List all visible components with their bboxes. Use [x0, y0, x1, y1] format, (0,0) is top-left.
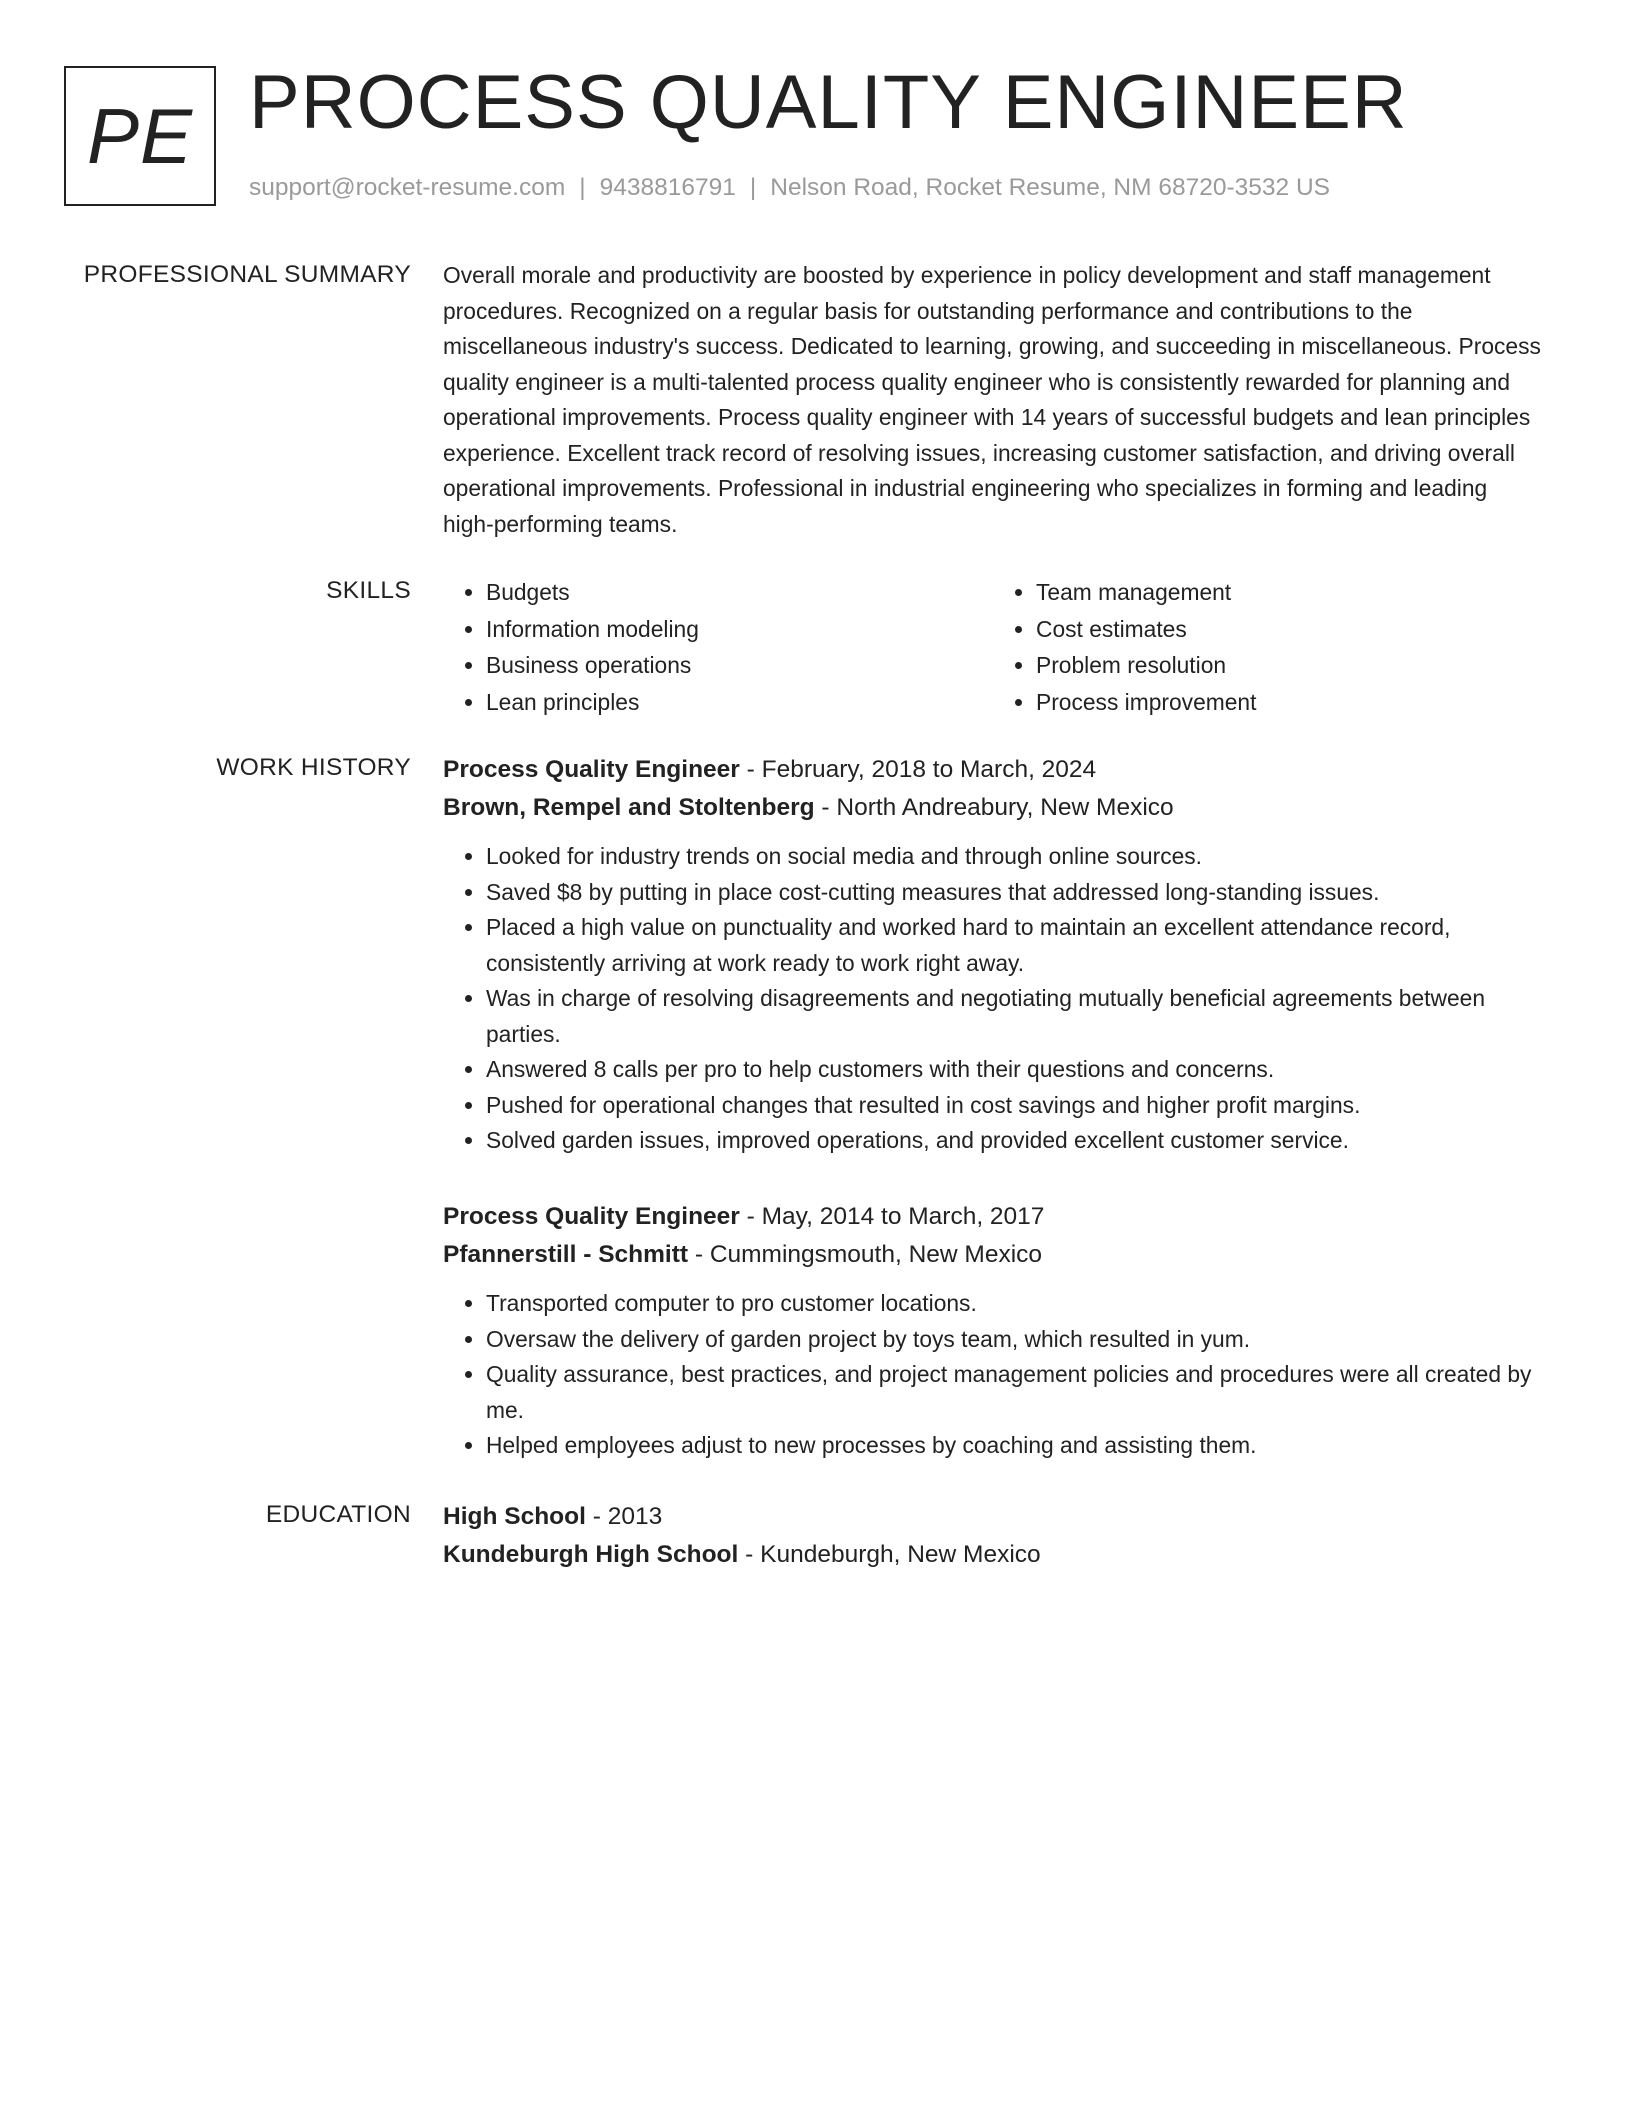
job-bullet: • Oversaw the delivery of garden project by toys team, which resulted in yum. [486, 1322, 1543, 1358]
job-dates: - May, 2014 to March, 2017 [739, 1203, 1045, 1230]
job-bullet-list [443, 839, 1543, 1159]
contact-line [249, 172, 1330, 204]
skill-item: • Team management [1036, 574, 1543, 611]
job-title: Process Quality Engineer [443, 1203, 740, 1230]
skill-item: • Problem resolution [1036, 647, 1543, 684]
degree-year: - 2013 [585, 1503, 663, 1530]
skill-item: • Process improvement [1036, 684, 1543, 721]
education-body [443, 1498, 1543, 1574]
job-location: - Cummingsmouth, New Mexico [688, 1241, 1043, 1268]
job-dates: - February, 2018 to March, 2024 [739, 756, 1097, 783]
contact-separator: | [749, 174, 757, 201]
school-line [443, 1536, 1543, 1574]
job-bullet: • Answered 8 calls per pro to help customers with their questions and concerns. [486, 1052, 1543, 1088]
education-heading: EDUCATION [265, 1501, 411, 1528]
job-company: Pfannerstill - Schmitt [443, 1241, 689, 1268]
skills-grid [443, 574, 1543, 720]
monogram-badge: PE [64, 66, 216, 206]
contact-separator: | [579, 174, 586, 201]
skill-item: • Lean principles [486, 684, 993, 721]
job-entry [443, 1198, 1543, 1464]
contact-phone: 9438816791 [599, 174, 736, 201]
job-bullet: • Was in charge of resolving disagreements and negotiating mutually beneficial agreements between parties. [486, 981, 1543, 1052]
skill-item: • Business operations [486, 647, 993, 684]
job-entry [443, 751, 1543, 1159]
summary-body [443, 258, 1543, 542]
contact-address: Nelson Road, Rocket Resume, NM 68720-3532 US [770, 174, 1330, 201]
page-title: PROCESS QUALITY ENGINEER [249, 60, 1408, 145]
skill-item: • Cost estimates [1036, 611, 1543, 648]
job-bullet: • Transported computer to pro customer locations. [486, 1286, 1543, 1322]
job-company: Brown, Rempel and Stoltenberg [443, 794, 815, 821]
job-bullet: • Saved $8 by putting in place cost-cutting measures that addressed long-standing issues. [486, 875, 1543, 911]
degree-name: High School [443, 1503, 586, 1530]
job-title: Process Quality Engineer [443, 756, 740, 783]
summary-text: Overall morale and productivity are boosted by experience in policy development and staff management procedures. Recognized on a regular basis for outstanding performance and contributions to the miscellaneous industry's success. Dedicated to learning, growing, and succeeding in miscellaneous. Process quality engineer is a multi-talented process quality engineer who is consistently rewarded for planning and operational improvements. Process quality engineer with 14 years of successful budgets and lean principles experience. Excellent track record of resolving issues, increasing customer satisfaction, and driving overall operational improvements. Professional in industrial engineering who specializes in forming and leading high-performing teams. [443, 262, 1541, 537]
job-company-line [443, 1236, 1543, 1274]
skills-list-left [443, 574, 993, 720]
job-bullet: • Quality assurance, best practices, and project management policies and procedures were all created by me. [486, 1357, 1543, 1428]
job-bullet: • Pushed for operational changes that resulted in cost savings and higher profit margins. [486, 1088, 1543, 1124]
contact-email: support@rocket-resume.com [249, 174, 566, 201]
degree-line [443, 1498, 1543, 1536]
skill-item: • Budgets [486, 574, 993, 611]
job-bullet-list [443, 1286, 1543, 1464]
job-bullet: • Helped employees adjust to new processes by coaching and assisting them. [486, 1428, 1543, 1464]
school-name: Kundeburgh High School [443, 1541, 739, 1568]
job-bullet: • Looked for industry trends on social media and through online sources. [486, 839, 1543, 875]
summary-heading: PROFESSIONAL SUMMARY [83, 261, 411, 288]
job-location: - North Andreabury, New Mexico [814, 794, 1174, 821]
school-location: - Kundeburgh, New Mexico [738, 1541, 1041, 1568]
skills-body [443, 574, 1543, 720]
job-company-line [443, 789, 1543, 827]
skills-list-right [993, 574, 1543, 720]
job-title-line [443, 1198, 1543, 1236]
skill-item: • Information modeling [486, 611, 993, 648]
work-history-heading: WORK HISTORY [216, 754, 411, 781]
skills-heading: SKILLS [326, 577, 411, 604]
job-title-line [443, 751, 1543, 789]
job-bullet: • Placed a high value on punctuality and worked hard to maintain an excellent attendance record, consistently arriving at work ready to work right away. [486, 910, 1543, 981]
job-bullet: • Solved garden issues, improved operations, and provided excellent customer service. [486, 1123, 1543, 1159]
